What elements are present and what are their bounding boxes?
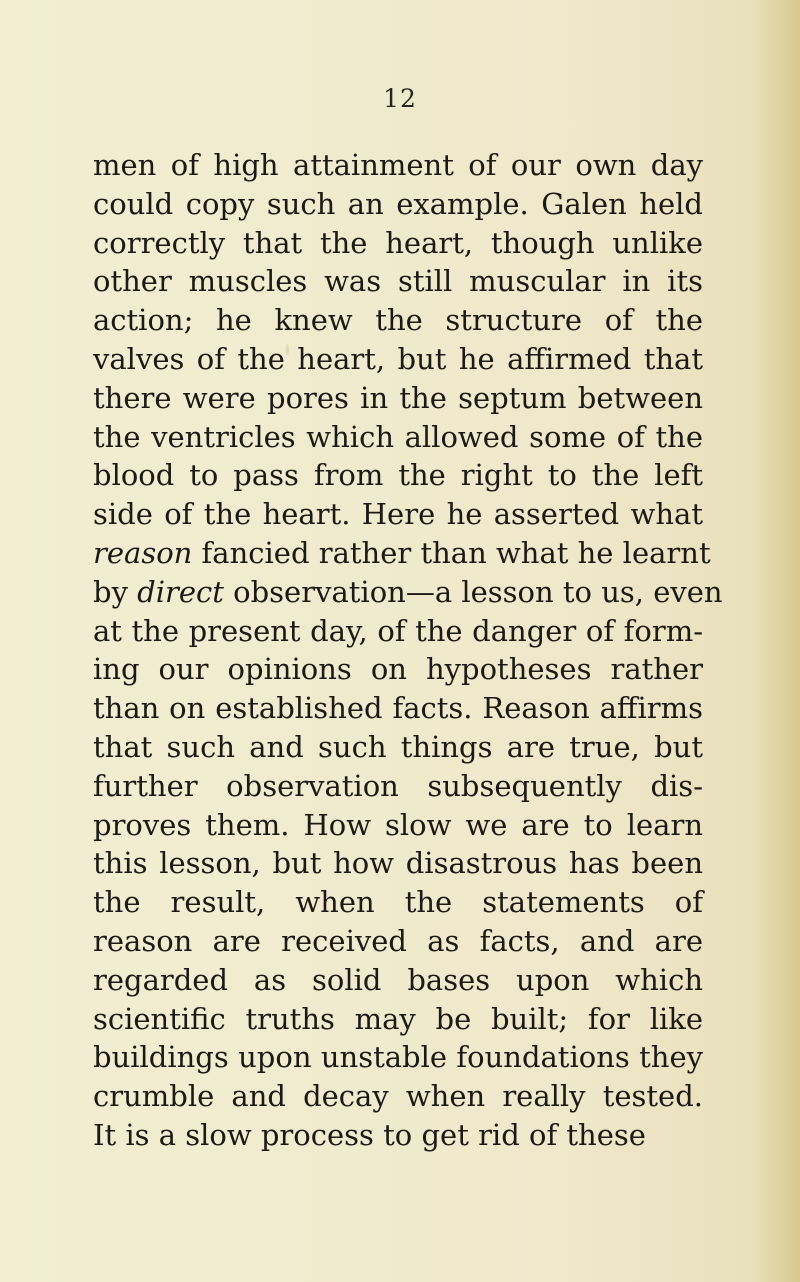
text-segment: fancied rather than what he learnt [192,535,711,570]
text-segment: buildings upon unstable foundations they [93,1040,703,1075]
text-line [93,844,703,883]
text-segment: ing our opinions on hypotheses rather [93,652,703,687]
text-line [93,1000,703,1039]
body-text [93,146,723,1155]
text-segment: crumble and decay when really tested. [93,1079,703,1114]
text-segment: reason are received as facts, and are [93,923,703,958]
text-line [93,573,723,612]
text-segment: valves of the heart, but he affirmed that [93,341,703,376]
text-segment: proves them. How slow we are to learn [93,807,703,842]
text-line [93,534,711,573]
text-segment: that such and such things are true, but [93,729,703,764]
text-line [93,301,703,340]
text-segment: than on established facts. Reason affirms [93,691,703,726]
text-line [93,650,703,689]
text-segment: blood to pass from the right to the left [93,458,703,493]
text-line [93,1038,703,1077]
text-line [93,185,703,224]
text-line [93,961,703,1000]
paper-smudge [286,344,289,355]
text-line [93,224,703,263]
text-line [93,883,703,922]
paper-smudge [607,1128,609,1130]
text-line [93,806,703,845]
text-segment: other muscles was still muscular in its [93,264,703,299]
text-line [93,379,703,418]
text-segment: at the present day, of the danger of form- [93,613,703,648]
text-segment: scientific truths may be built; for like [93,1001,703,1036]
text-line [93,767,703,806]
text-segment: men of high attainment of our own day [93,148,703,182]
text-segment: by [93,574,138,609]
text-line [93,456,703,495]
text-line [93,1116,703,1155]
text-line [93,728,703,767]
text-line [93,146,703,185]
text-segment: observation—a lesson to us, even [223,574,723,609]
text-segment: action; he knew the structure of the [93,303,703,338]
text-line [93,612,703,651]
text-segment: side of the heart. Here he asserted what [93,497,703,532]
italic-text-segment: direct [137,574,224,609]
text-segment: the ventricles which allowed some of the [93,419,703,454]
text-segment: regarded as solid bases upon which [93,962,703,997]
text-segment: there were pores in the septum between [93,380,703,415]
text-line [93,495,703,534]
text-line [93,340,703,379]
page-number: 12 [383,84,417,113]
text-segment: could copy such an example. Galen held [93,186,703,221]
text-line [93,689,703,728]
text-segment: further observation subsequently dis- [93,768,703,803]
text-line [93,1077,703,1116]
italic-text-segment: reason [93,535,193,570]
text-segment: the result, when the statements of [93,885,703,920]
text-line [93,922,703,961]
text-segment: this lesson, but how disastrous has been [93,846,703,881]
text-line [93,418,703,457]
text-line [93,262,703,301]
text-segment: It is a slow process to get rid of these [93,1117,646,1152]
text-segment: correctly that the heart, though unlike [93,225,703,260]
